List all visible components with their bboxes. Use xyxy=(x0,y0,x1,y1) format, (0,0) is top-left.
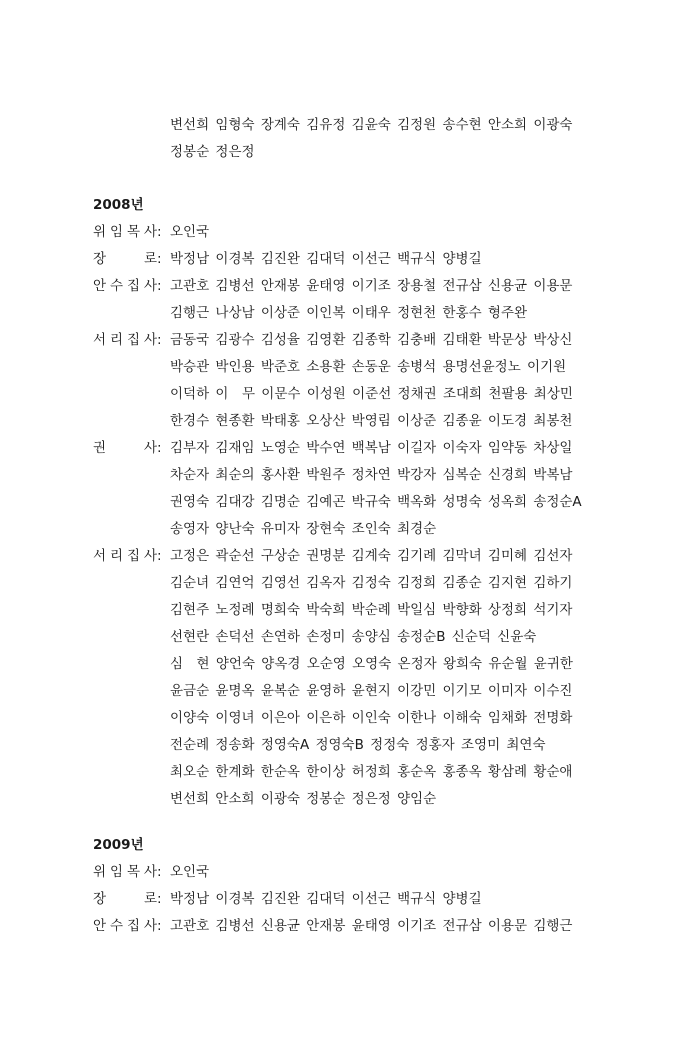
roster-line xyxy=(0,886,700,913)
role-label xyxy=(93,913,157,940)
name-list: 박승관 박인용 박준호 소용환 손동운 송병석 용명선윤정노 이기원 xyxy=(170,359,567,375)
roster-line xyxy=(0,219,700,246)
name-list: 김부자 김재임 노영순 박수연 백복남 이길자 이숙자 임약동 차상일 xyxy=(170,440,573,456)
name-list: 심 현 양언숙 양옥경 오순영 오영숙 온정자 왕희숙 유순월 윤귀한 xyxy=(170,656,573,672)
role-char: 임 xyxy=(109,224,124,240)
name-list: 오인국 xyxy=(170,224,210,240)
name-list: 변선희 안소희 이광숙 정봉순 정은정 양임순 xyxy=(170,791,437,807)
role-char: 서 xyxy=(93,332,107,348)
name-list: 전순례 정송화 정영숙A 정영숙B 정정숙 정홍자 조영미 최연숙 xyxy=(170,737,546,753)
roster-line xyxy=(0,112,700,139)
role-char: 리 xyxy=(109,332,124,348)
roster-line xyxy=(0,462,700,489)
name-list: 이양숙 이영녀 이은아 이은하 이인숙 이한나 이해숙 임채화 전명화 xyxy=(170,710,573,726)
role-char: 사 xyxy=(143,864,157,880)
role-label xyxy=(93,273,157,300)
roster-line xyxy=(0,435,700,462)
name-list: 송영자 양난숙 유미자 장현숙 조인숙 최경순 xyxy=(170,521,437,537)
name-list: 김순녀 김연억 김영선 김옥자 김정숙 김정희 김종순 김지현 김하기 xyxy=(170,575,573,591)
role-char: 수 xyxy=(109,278,124,294)
roster-line xyxy=(0,246,700,273)
role-separator: : xyxy=(157,918,162,934)
roster-line xyxy=(0,859,700,886)
role-char: 사 xyxy=(143,548,157,564)
name-list: 오인국 xyxy=(170,864,210,880)
roster-line xyxy=(0,624,700,651)
name-list: 박정남 이경복 김진완 김대덕 이선근 백규식 양병길 xyxy=(170,251,482,267)
role-char: 사 xyxy=(143,332,157,348)
roster-line xyxy=(0,759,700,786)
role-char: 수 xyxy=(109,918,124,934)
role-label xyxy=(93,886,157,913)
role-char: 장 xyxy=(93,251,107,267)
role-separator: : xyxy=(157,278,162,294)
name-list: 한경수 현종환 박태홍 오상산 박영림 이상준 김종윤 이도경 최봉천 xyxy=(170,413,573,429)
roster-line xyxy=(0,381,700,408)
roster-line xyxy=(0,705,700,732)
role-char: 사 xyxy=(143,918,157,934)
role-char: 권 xyxy=(93,440,107,456)
roster-line xyxy=(0,570,700,597)
role-char: 집 xyxy=(126,278,141,294)
role-separator: : xyxy=(157,251,162,267)
role-char: 서 xyxy=(93,548,107,564)
name-list: 윤금순 윤명옥 윤복순 윤영하 윤현지 이강민 이기모 이미자 이수진 xyxy=(170,683,573,699)
role-separator: : xyxy=(157,440,162,456)
role-char: 장 xyxy=(93,891,107,907)
role-label xyxy=(93,543,157,570)
roster-line xyxy=(0,489,700,516)
year-heading: 2009년 xyxy=(93,837,144,853)
role-separator: : xyxy=(157,864,162,880)
roster-line xyxy=(0,300,700,327)
role-label xyxy=(93,219,157,246)
name-list: 금동국 김광수 김성율 김영환 김종학 김충배 김태환 박문상 박상신 xyxy=(170,332,573,348)
role-char: 로 xyxy=(143,891,157,907)
role-separator: : xyxy=(157,332,162,348)
roster-line xyxy=(0,273,700,300)
role-char: 안 xyxy=(93,918,107,934)
role-char: 집 xyxy=(126,548,141,564)
role-char: 목 xyxy=(126,224,141,240)
roster-line xyxy=(0,516,700,543)
roster-line xyxy=(0,354,700,381)
role-char: 임 xyxy=(109,864,124,880)
role-char: 목 xyxy=(126,864,141,880)
name-list: 정봉순 정은정 xyxy=(170,144,255,160)
role-char: 사 xyxy=(143,224,157,240)
role-char: 사 xyxy=(143,278,157,294)
role-label xyxy=(93,246,157,273)
role-char: 위 xyxy=(93,224,107,240)
role-separator: : xyxy=(157,548,162,564)
name-list: 최오순 한계화 한순옥 한이상 허정희 홍순옥 홍종옥 황삼례 황순애 xyxy=(170,764,573,780)
role-label xyxy=(93,859,157,886)
roster-line xyxy=(0,408,700,435)
name-list: 권영숙 김대강 김명순 김예곤 박규숙 백옥화 성명숙 성옥희 송정순A xyxy=(170,494,582,510)
role-char: 사 xyxy=(143,440,157,456)
roster-line xyxy=(0,732,700,759)
roster-line xyxy=(0,651,700,678)
name-list: 이덕하 이 무 이문수 이성원 이준선 정채권 조대희 천팔용 최상민 xyxy=(170,386,573,402)
name-list: 김행근 나상남 이상준 이인복 이태우 정현천 한홍수 형주완 xyxy=(170,305,528,321)
roster-line xyxy=(0,913,700,940)
roster-line xyxy=(0,327,700,354)
role-separator: : xyxy=(157,891,162,907)
role-char: 위 xyxy=(93,864,107,880)
role-char: 집 xyxy=(126,332,141,348)
name-list: 박정남 이경복 김진완 김대덕 이선근 백규식 양병길 xyxy=(170,891,482,907)
role-separator: : xyxy=(157,224,162,240)
name-list: 고관호 김병선 안재봉 윤태영 이기조 장용철 전규삼 신용균 이용문 xyxy=(170,278,573,294)
role-char: 안 xyxy=(93,278,107,294)
name-list: 차순자 최순의 홍사환 박원주 정차연 박강자 심복순 신경희 박복남 xyxy=(170,467,573,483)
name-list: 김현주 노정례 명희숙 박숙희 박순례 박일심 박향화 상정희 석기자 xyxy=(170,602,573,618)
roster-line xyxy=(0,786,700,813)
roster-line xyxy=(0,543,700,570)
role-label xyxy=(93,327,157,354)
name-list: 변선희 임형숙 장계숙 김유정 김윤숙 김정원 송수현 안소희 이광숙 xyxy=(170,117,573,133)
year-heading: 2008년 xyxy=(93,197,144,213)
roster-line xyxy=(0,139,700,166)
name-list: 고정은 곽순선 구상순 권명분 김계숙 김기례 김막녀 김미혜 김선자 xyxy=(170,548,573,564)
role-char: 로 xyxy=(143,251,157,267)
name-list: 고관호 김병선 신용균 안재봉 윤태영 이기조 전규삼 이용문 김행근 xyxy=(170,918,573,934)
roster-line xyxy=(0,597,700,624)
role-char: 집 xyxy=(126,918,141,934)
role-char: 리 xyxy=(109,548,124,564)
role-label xyxy=(93,435,157,462)
name-list: 선현란 손덕선 손연하 손정미 송양심 송정순B 신순덕 신윤숙 xyxy=(170,629,537,645)
roster-line xyxy=(0,678,700,705)
